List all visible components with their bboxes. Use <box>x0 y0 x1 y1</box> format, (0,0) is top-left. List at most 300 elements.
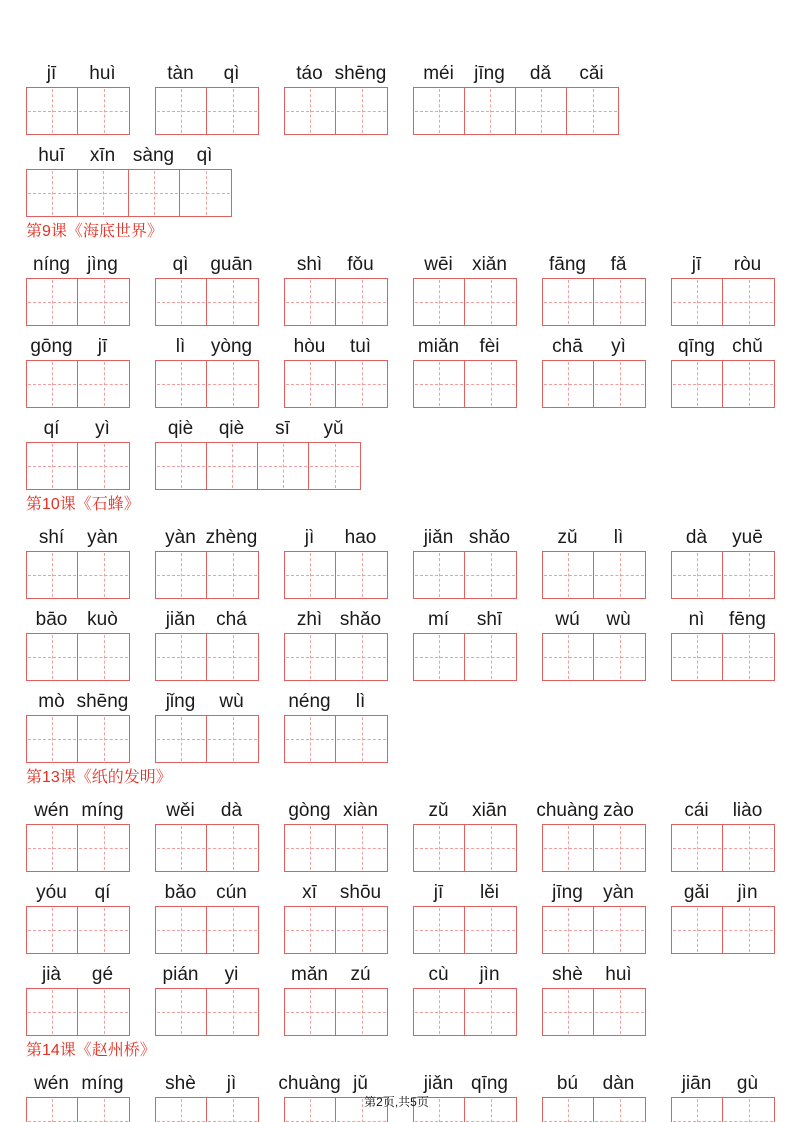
tianzige-writing-box <box>414 907 465 953</box>
pinyin-syllable: wén <box>34 800 69 821</box>
writing-grid <box>26 633 130 681</box>
tianzige-writing-box <box>465 361 516 407</box>
writing-grid <box>155 824 259 872</box>
pinyin-syllable: yòng <box>210 336 253 357</box>
tianzige-writing-box <box>156 443 207 489</box>
pinyin-syllable: xiàn <box>343 800 378 821</box>
pinyin-row <box>26 603 130 633</box>
writing-grid <box>413 551 517 599</box>
writing-grid <box>26 87 130 135</box>
pinyin-syllable: fǎ <box>610 254 627 275</box>
pinyin-row <box>413 57 619 87</box>
pinyin-syllable: néng <box>288 691 331 712</box>
section-header: 第10课《石蜂》 <box>26 496 140 513</box>
writing-grid <box>671 278 775 326</box>
pinyin-syllable: jī <box>433 882 444 903</box>
pinyin-row <box>26 248 130 278</box>
tianzige-writing-box <box>207 443 258 489</box>
writing-grid <box>155 988 259 1036</box>
writing-grid <box>155 360 259 408</box>
pinyin-syllable: jī <box>46 63 57 84</box>
pinyin-syllable: lì <box>613 527 624 548</box>
pinyin-row <box>155 958 259 988</box>
writing-grid <box>542 824 646 872</box>
tianzige-writing-box <box>672 279 723 325</box>
pinyin-row <box>155 412 361 442</box>
pinyin-syllable: jiǎn <box>165 609 196 630</box>
pinyin-row <box>542 876 646 906</box>
writing-grid <box>413 906 517 954</box>
tianzige-writing-box <box>414 552 465 598</box>
pinyin-row <box>413 876 517 906</box>
word-row <box>26 521 767 599</box>
writing-grid <box>26 442 130 490</box>
writing-grid <box>413 824 517 872</box>
tianzige-writing-box <box>672 825 723 871</box>
writing-grid <box>155 442 361 490</box>
tianzige-writing-box <box>594 989 645 1035</box>
pinyin-row <box>413 958 517 988</box>
pinyin-syllable: hao <box>344 527 377 548</box>
pinyin-syllable: wù <box>219 691 244 712</box>
tianzige-writing-box <box>672 907 723 953</box>
word-group <box>671 876 775 954</box>
writing-grid <box>542 360 646 408</box>
pinyin-syllable: qí <box>94 882 111 903</box>
word-group <box>26 412 130 490</box>
writing-grid <box>413 360 517 408</box>
pinyin-syllable: xī <box>302 882 317 903</box>
tianzige-writing-box <box>672 552 723 598</box>
tianzige-writing-box <box>156 361 207 407</box>
tianzige-writing-box <box>723 552 774 598</box>
writing-grid <box>542 278 646 326</box>
word-group <box>26 794 130 872</box>
pinyin-syllable: jīng <box>552 882 583 903</box>
tianzige-writing-box <box>207 361 258 407</box>
pinyin-syllable: jiǎn <box>423 1073 454 1094</box>
pinyin-syllable: mǎn <box>291 964 328 985</box>
word-group <box>155 330 259 408</box>
pinyin-syllable: shōu <box>339 882 382 903</box>
word-group <box>671 330 775 408</box>
pinyin-syllable: fèi <box>479 336 500 357</box>
pinyin-syllable: yǔ <box>323 418 344 439</box>
pinyin-syllable: míng <box>81 800 124 821</box>
pinyin-syllable: jiān <box>681 1073 712 1094</box>
tianzige-writing-box <box>723 361 774 407</box>
tianzige-writing-box <box>465 552 516 598</box>
writing-grid <box>26 988 130 1036</box>
writing-grid <box>155 87 259 135</box>
word-group <box>284 330 388 408</box>
pinyin-syllable: wú <box>555 609 580 630</box>
tianzige-writing-box <box>465 634 516 680</box>
writing-grid <box>26 169 232 217</box>
section-header: 第14课《赵州桥》 <box>26 1042 156 1059</box>
word-group <box>26 685 130 763</box>
pinyin-row <box>284 876 388 906</box>
pinyin-syllable: shī <box>476 609 503 630</box>
pinyin-row <box>671 876 775 906</box>
pinyin-syllable: qīng <box>678 336 715 357</box>
page-indicator: 第2页,共5页 <box>364 1095 429 1109</box>
tianzige-writing-box <box>594 279 645 325</box>
pinyin-syllable: jìn <box>737 882 758 903</box>
tianzige-writing-box <box>129 170 180 216</box>
pinyin-syllable: dàn <box>602 1073 635 1094</box>
word-row <box>26 958 767 1036</box>
pinyin-syllable: chuàng <box>278 1073 341 1094</box>
tianzige-writing-box <box>723 907 774 953</box>
pinyin-syllable: lì <box>175 336 186 357</box>
writing-grid <box>26 906 130 954</box>
tianzige-writing-box <box>207 989 258 1035</box>
word-group <box>671 248 775 326</box>
tianzige-writing-box <box>27 825 78 871</box>
pinyin-row <box>536 794 646 824</box>
pinyin-syllable: jī <box>97 336 108 357</box>
pinyin-row <box>26 139 232 169</box>
word-group <box>26 248 130 326</box>
pinyin-syllable: jì <box>304 527 315 548</box>
tianzige-writing-box <box>27 170 78 216</box>
word-group <box>155 57 259 135</box>
word-group <box>413 958 517 1036</box>
word-group <box>284 685 388 763</box>
pinyin-row <box>26 876 130 906</box>
pinyin-syllable: cǎi <box>579 63 604 84</box>
writing-grid <box>671 551 775 599</box>
pinyin-row <box>155 603 259 633</box>
tianzige-writing-box <box>156 88 207 134</box>
pinyin-syllable: yàn <box>603 882 634 903</box>
writing-grid <box>155 906 259 954</box>
pinyin-syllable: dǎ <box>529 63 552 84</box>
pinyin-syllable: liào <box>732 800 763 821</box>
tianzige-writing-box <box>285 279 336 325</box>
pinyin-syllable: gòng <box>288 800 331 821</box>
tianzige-writing-box <box>672 634 723 680</box>
pinyin-syllable: yì <box>611 336 626 357</box>
word-group <box>413 330 517 408</box>
tianzige-writing-box <box>207 716 258 762</box>
pinyin-syllable: shè <box>552 964 583 985</box>
tianzige-writing-box <box>414 634 465 680</box>
pinyin-syllable: cái <box>684 800 709 821</box>
pinyin-syllable: jīng <box>474 63 505 84</box>
word-group <box>155 876 259 954</box>
tianzige-writing-box <box>543 825 594 871</box>
word-row <box>26 330 767 408</box>
writing-grid <box>284 906 388 954</box>
pinyin-syllable: huì <box>89 63 116 84</box>
word-row <box>26 139 767 217</box>
tianzige-writing-box <box>78 907 129 953</box>
writing-grid <box>413 87 619 135</box>
tianzige-writing-box <box>723 279 774 325</box>
writing-grid <box>671 824 775 872</box>
pinyin-row <box>413 603 517 633</box>
pinyin-row <box>671 330 775 360</box>
tianzige-writing-box <box>336 361 387 407</box>
pinyin-syllable: mí <box>427 609 450 630</box>
writing-grid <box>155 715 259 763</box>
word-row <box>26 685 767 763</box>
word-group <box>413 521 517 599</box>
word-group <box>413 57 619 135</box>
pinyin-syllable: jìng <box>87 254 118 275</box>
tianzige-writing-box <box>414 825 465 871</box>
pinyin-syllable: ròu <box>733 254 762 275</box>
writing-grid <box>284 360 388 408</box>
pinyin-syllable: shì <box>296 254 323 275</box>
pinyin-syllable: xīn <box>89 145 116 166</box>
pinyin-syllable: yàn <box>87 527 118 548</box>
word-group <box>26 876 130 954</box>
word-group <box>671 794 775 872</box>
tianzige-writing-box <box>27 279 78 325</box>
pinyin-row <box>413 521 517 551</box>
word-group <box>542 330 646 408</box>
tianzige-writing-box <box>285 825 336 871</box>
pinyin-syllable: pián <box>162 964 199 985</box>
word-group <box>671 603 775 681</box>
tianzige-writing-box <box>336 825 387 871</box>
writing-grid <box>413 633 517 681</box>
pinyin-row <box>284 603 388 633</box>
pinyin-syllable: gé <box>91 964 114 985</box>
writing-grid <box>542 551 646 599</box>
pinyin-row <box>155 876 259 906</box>
pinyin-syllable: fāng <box>549 254 586 275</box>
tianzige-writing-box <box>78 361 129 407</box>
tianzige-writing-box <box>309 443 360 489</box>
word-group <box>155 521 259 599</box>
word-group <box>155 603 259 681</box>
pinyin-row <box>284 958 388 988</box>
word-row <box>26 57 767 135</box>
pinyin-syllable: yì <box>95 418 110 439</box>
pinyin-row <box>413 330 517 360</box>
pinyin-syllable: cún <box>216 882 247 903</box>
tianzige-writing-box <box>336 634 387 680</box>
pinyin-syllable: kuò <box>87 609 118 630</box>
tianzige-writing-box <box>78 716 129 762</box>
tianzige-writing-box <box>27 552 78 598</box>
pinyin-row <box>413 248 517 278</box>
tianzige-writing-box <box>594 907 645 953</box>
word-group <box>542 248 646 326</box>
pinyin-row <box>284 330 388 360</box>
tianzige-writing-box <box>414 279 465 325</box>
word-group <box>284 57 388 135</box>
pinyin-row <box>671 521 775 551</box>
pinyin-syllable: mò <box>38 691 65 712</box>
pinyin-syllable: shēng <box>334 63 387 84</box>
tianzige-writing-box <box>543 989 594 1035</box>
tianzige-writing-box <box>567 88 618 134</box>
tianzige-writing-box <box>156 634 207 680</box>
pinyin-row <box>155 248 259 278</box>
word-group <box>155 958 259 1036</box>
word-group <box>413 876 517 954</box>
tianzige-writing-box <box>78 989 129 1035</box>
word-group <box>26 521 130 599</box>
pinyin-row <box>26 958 130 988</box>
pinyin-syllable: tàn <box>167 63 194 84</box>
word-group <box>284 794 388 872</box>
pinyin-syllable: qí <box>43 418 60 439</box>
pinyin-syllable: qì <box>196 145 213 166</box>
pinyin-row <box>155 521 259 551</box>
word-row <box>26 794 767 872</box>
pinyin-syllable: zǔ <box>557 527 578 548</box>
pinyin-syllable: dà <box>685 527 708 548</box>
pinyin-syllable: táo <box>296 63 323 84</box>
pinyin-syllable: qiè <box>218 418 245 439</box>
tianzige-writing-box <box>723 634 774 680</box>
pinyin-syllable: jǐng <box>165 691 196 712</box>
pinyin-syllable: shǎo <box>468 527 511 548</box>
writing-grid <box>542 906 646 954</box>
pinyin-syllable: níng <box>33 254 70 275</box>
word-row <box>26 603 767 681</box>
tianzige-writing-box <box>336 552 387 598</box>
writing-grid <box>413 988 517 1036</box>
writing-grid <box>284 278 388 326</box>
writing-grid <box>26 278 130 326</box>
pinyin-syllable: wěi <box>166 800 195 821</box>
tianzige-writing-box <box>156 552 207 598</box>
pinyin-syllable: huī <box>38 145 65 166</box>
tianzige-writing-box <box>207 825 258 871</box>
pinyin-syllable: hòu <box>293 336 326 357</box>
tianzige-writing-box <box>207 279 258 325</box>
pinyin-syllable: qīng <box>471 1073 508 1094</box>
tianzige-writing-box <box>336 279 387 325</box>
pinyin-syllable: shǎo <box>339 609 382 630</box>
word-row <box>26 412 767 490</box>
worksheet-content <box>26 57 767 1122</box>
word-group <box>284 876 388 954</box>
word-group <box>284 521 388 599</box>
word-group <box>155 412 361 490</box>
pinyin-row <box>671 794 775 824</box>
pinyin-syllable: jiǎn <box>423 527 454 548</box>
tianzige-writing-box <box>78 552 129 598</box>
tianzige-writing-box <box>207 552 258 598</box>
pinyin-row <box>542 248 646 278</box>
word-group <box>26 330 130 408</box>
section-header: 第13课《纸的发明》 <box>26 769 172 786</box>
pinyin-syllable: sī <box>275 418 290 439</box>
writing-grid <box>155 633 259 681</box>
tianzige-writing-box <box>543 552 594 598</box>
pinyin-syllable: tuì <box>349 336 372 357</box>
writing-grid <box>26 715 130 763</box>
pinyin-syllable: chuàng <box>536 800 599 821</box>
pinyin-syllable: huì <box>605 964 632 985</box>
pinyin-row <box>26 685 130 715</box>
tianzige-writing-box <box>543 907 594 953</box>
pinyin-syllable: qì <box>172 254 189 275</box>
tianzige-writing-box <box>285 552 336 598</box>
tianzige-writing-box <box>285 634 336 680</box>
pinyin-syllable: xiǎn <box>472 254 507 275</box>
writing-grid <box>26 824 130 872</box>
pinyin-row <box>155 794 259 824</box>
word-group <box>284 603 388 681</box>
tianzige-writing-box <box>78 88 129 134</box>
pinyin-syllable: jì <box>226 1073 237 1094</box>
pinyin-row <box>542 603 646 633</box>
tianzige-writing-box <box>543 279 594 325</box>
pinyin-row <box>155 685 259 715</box>
pinyin-row <box>284 57 388 87</box>
pinyin-syllable: zhèng <box>205 527 258 548</box>
tianzige-writing-box <box>336 989 387 1035</box>
pinyin-row <box>155 57 259 87</box>
pinyin-syllable: chā <box>552 336 583 357</box>
word-group <box>536 794 646 872</box>
pinyin-syllable: dà <box>220 800 243 821</box>
tianzige-writing-box <box>465 907 516 953</box>
tianzige-writing-box <box>27 361 78 407</box>
writing-grid <box>155 278 259 326</box>
pinyin-row <box>284 794 388 824</box>
tianzige-writing-box <box>543 361 594 407</box>
pinyin-row <box>671 603 775 633</box>
pinyin-syllable: nì <box>688 609 705 630</box>
pinyin-row <box>26 57 130 87</box>
pinyin-syllable: wù <box>606 609 631 630</box>
word-group <box>413 603 517 681</box>
pinyin-row <box>26 521 130 551</box>
writing-grid <box>26 360 130 408</box>
pinyin-syllable: qiè <box>167 418 194 439</box>
tianzige-writing-box <box>156 716 207 762</box>
pinyin-syllable: jìn <box>479 964 500 985</box>
pinyin-syllable: wēi <box>424 254 453 275</box>
pinyin-syllable: lěi <box>479 882 499 903</box>
pinyin-syllable: jǔ <box>353 1073 368 1094</box>
tianzige-writing-box <box>465 825 516 871</box>
word-group <box>284 248 388 326</box>
pinyin-syllable: méi <box>423 63 454 84</box>
pinyin-syllable: lì <box>355 691 366 712</box>
pinyin-syllable: gōng <box>30 336 73 357</box>
pinyin-syllable: zǔ <box>428 800 449 821</box>
tianzige-writing-box <box>285 716 336 762</box>
writing-grid <box>671 906 775 954</box>
pinyin-row <box>26 412 130 442</box>
pinyin-syllable: sàng <box>132 145 175 166</box>
writing-grid <box>284 988 388 1036</box>
pinyin-syllable: gù <box>736 1073 759 1094</box>
tianzige-writing-box <box>78 443 129 489</box>
writing-grid <box>671 360 775 408</box>
tianzige-writing-box <box>207 907 258 953</box>
pinyin-syllable: zhì <box>296 609 323 630</box>
word-group <box>413 794 517 872</box>
tianzige-writing-box <box>27 443 78 489</box>
tianzige-writing-box <box>723 825 774 871</box>
pinyin-syllable: bǎo <box>164 882 197 903</box>
word-group <box>155 685 259 763</box>
writing-grid <box>671 633 775 681</box>
pinyin-syllable: gǎi <box>683 882 710 903</box>
